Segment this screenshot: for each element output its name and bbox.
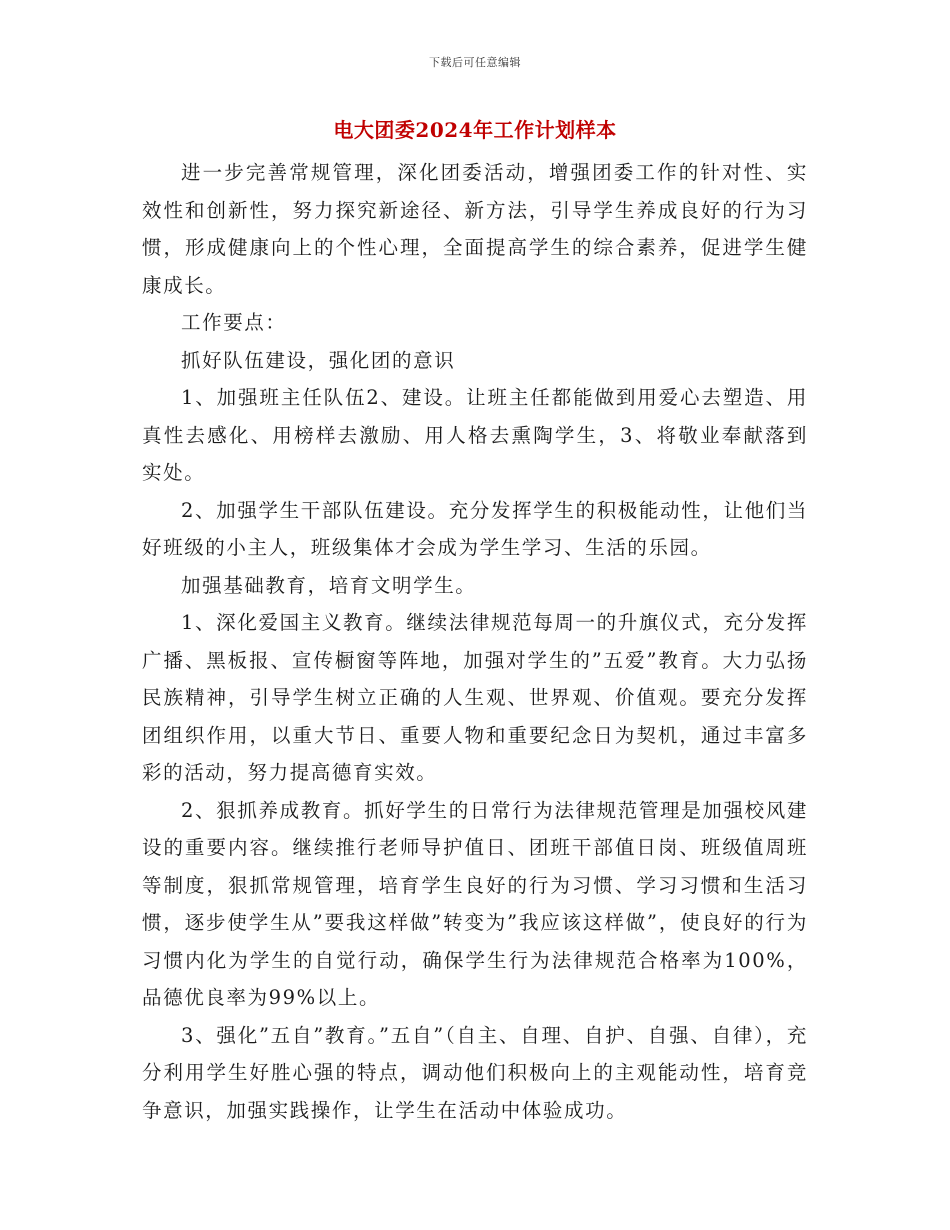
paragraph-basic-education-heading: 加强基础教育，培育文明学生。	[181, 573, 477, 597]
paragraph-item-habits: 2、狠抓养成教育。抓好学生的日常行为法律规范管理是加强校风建设的重要内容。继续推行老师导护值日、团班干部值日岗、班级值周班等制度，狠抓常规管理，培育学生良好的行为习惯、学习习惯和生活习惯，逐步使学生从”要我这样做”转变为”我应该这样做”，使良好的行为习惯内化为学生的自觉行动，确保学生行为法律规范合格率为100%，品德优良率为99%以上。	[142, 798, 808, 1009]
document-title: 电大团委2024年工作计划样本	[333, 118, 617, 142]
page-header-note: 下载后可任意编辑	[429, 56, 521, 69]
paragraph-item-student-cadres: 2、加强学生干部队伍建设。充分发挥学生的积极能动性，让他们当好班级的小主人，班级集体才会成为学生学习、生活的乐园。	[142, 498, 808, 559]
paragraph-work-points-heading: 工作要点：	[181, 311, 287, 334]
paragraph-item-head-teachers: 1、加强班主任队伍2、建设。让班主任都能做到用爱心去塑造、用真性去感化、用榜样去激励、用人格去熏陶学生，3、将敬业奉献落到实处。	[142, 386, 808, 484]
paragraph-item-patriotism: 1、深化爱国主义教育。继续法律规范每周一的升旗仪式，充分发挥广播、黑板报、宣传橱窗等阵地，加强对学生的”五爱”教育。大力弘扬民族精神，引导学生树立正确的人生观、世界观、价值观。要充分发挥团组织作用，以重大节日、重要人物和重要纪念日为契机，通过丰富多彩的活动，努力提高德育实效。	[142, 611, 808, 784]
document-body	[142, 154, 808, 1129]
paragraph-intro: 进一步完善常规管理，深化团委活动，增强团委工作的针对性、实效性和创新性，努力探究新途径、新方法，引导学生养成良好的行为习惯，形成健康向上的个性心理，全面提高学生的综合素养，促进学生健康成长。	[142, 161, 808, 297]
paragraph-team-building-heading: 抓好队伍建设，强化团的意识	[181, 348, 456, 372]
paragraph-item-five-self: 3、强化”五自”教育。”五自”（自主、自理、自护、自强、自律），充分利用学生好胜心强的特点，调动他们积极向上的主观能动性，培育竞争意识，加强实践操作，让学生在活动中体验成功。	[142, 1023, 808, 1122]
